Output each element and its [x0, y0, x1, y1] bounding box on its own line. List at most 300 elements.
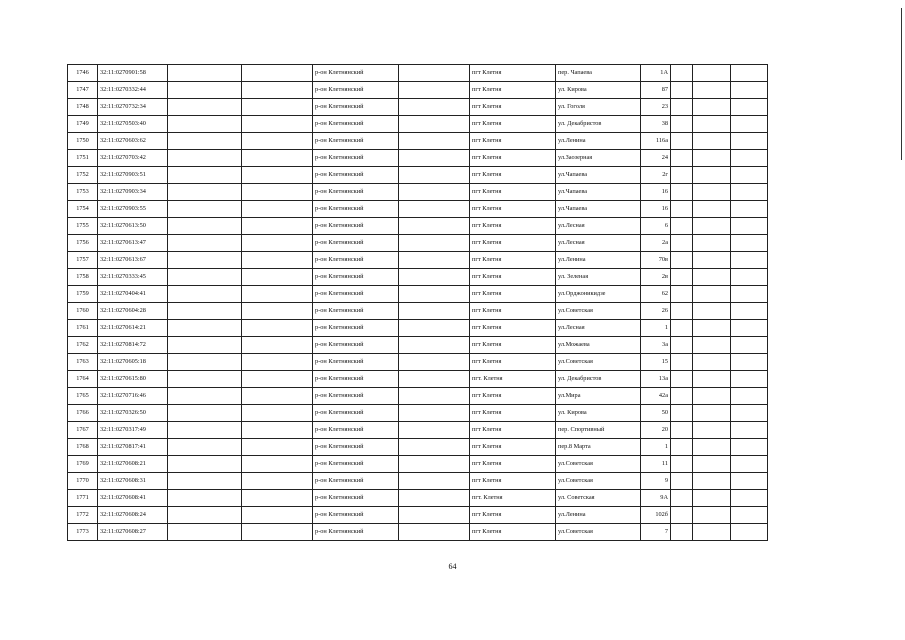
cell-empty	[399, 201, 470, 218]
cell-empty	[671, 490, 693, 507]
cell-empty	[671, 371, 693, 388]
cell-empty	[731, 303, 768, 320]
table-row	[68, 184, 768, 201]
table-row	[68, 473, 768, 490]
cell-empty	[168, 116, 242, 133]
cell-empty	[731, 99, 768, 116]
table-row	[68, 405, 768, 422]
cell-empty	[693, 269, 731, 286]
cell-house-number: 2г	[641, 167, 671, 184]
cell-empty	[242, 99, 313, 116]
cell-empty	[671, 269, 693, 286]
cell-empty	[399, 456, 470, 473]
cell-row-number: 1766	[68, 405, 98, 422]
cell-cadastral-number: 32:11:0270814:72	[98, 337, 168, 354]
cell-cadastral-number: 32:11:0270608:27	[98, 524, 168, 541]
cell-empty	[731, 524, 768, 541]
cell-row-number: 1749	[68, 116, 98, 133]
cell-house-number: 2а	[641, 235, 671, 252]
cell-row-number: 1750	[68, 133, 98, 150]
cell-district: р-он Клетнянский	[313, 405, 399, 422]
cell-empty	[693, 218, 731, 235]
cell-house-number: 116а	[641, 133, 671, 150]
cell-street: ул. Декабристов	[556, 371, 641, 388]
cell-empty	[399, 252, 470, 269]
cell-cadastral-number: 32:11:0270613:50	[98, 218, 168, 235]
cell-settlement: пгт Клетня	[470, 507, 556, 524]
cell-empty	[671, 456, 693, 473]
cell-house-number: 1А	[641, 65, 671, 82]
cell-row-number: 1751	[68, 150, 98, 167]
cell-empty	[731, 456, 768, 473]
cell-empty	[731, 337, 768, 354]
cell-district: р-он Клетнянский	[313, 473, 399, 490]
cell-cadastral-number: 32:11:0270608:21	[98, 456, 168, 473]
cell-street: пер. Спортивный	[556, 422, 641, 439]
cell-district: р-он Клетнянский	[313, 269, 399, 286]
cell-settlement: пгт Клетня	[470, 252, 556, 269]
cell-street: ул. Гоголя	[556, 99, 641, 116]
cell-empty	[242, 422, 313, 439]
cell-row-number: 1770	[68, 473, 98, 490]
page-edge-line	[901, 8, 902, 160]
cell-empty	[242, 507, 313, 524]
table-row	[68, 133, 768, 150]
cell-district: р-он Клетнянский	[313, 439, 399, 456]
cell-empty	[671, 303, 693, 320]
cell-empty	[693, 99, 731, 116]
cell-house-number: 62	[641, 286, 671, 303]
cell-empty	[168, 218, 242, 235]
cell-house-number: 42а	[641, 388, 671, 405]
cell-district: р-он Клетнянский	[313, 371, 399, 388]
cell-house-number: 70в	[641, 252, 671, 269]
cell-cadastral-number: 32:11:0270332:44	[98, 82, 168, 99]
cell-district: р-он Клетнянский	[313, 456, 399, 473]
registry-table-container	[67, 64, 767, 541]
cell-empty	[671, 524, 693, 541]
table-row	[68, 286, 768, 303]
cell-street: ул. Зеленая	[556, 269, 641, 286]
cell-cadastral-number: 32:11:0270614:21	[98, 320, 168, 337]
cell-empty	[242, 201, 313, 218]
cell-row-number: 1773	[68, 524, 98, 541]
cell-street: ул.Советская	[556, 456, 641, 473]
cell-settlement: пгт Клетня	[470, 133, 556, 150]
cell-house-number: 7	[641, 524, 671, 541]
cell-empty	[242, 218, 313, 235]
cell-empty	[671, 116, 693, 133]
cell-street: ул.Ленина	[556, 133, 641, 150]
cell-empty	[242, 337, 313, 354]
cell-street: пер.8 Марта	[556, 439, 641, 456]
cell-settlement: пгт Клетня	[470, 235, 556, 252]
cell-row-number: 1746	[68, 65, 98, 82]
cell-empty	[693, 65, 731, 82]
cell-empty	[731, 490, 768, 507]
table-row	[68, 524, 768, 541]
table-row	[68, 235, 768, 252]
cell-empty	[731, 354, 768, 371]
cell-street: ул. Советская	[556, 490, 641, 507]
page-number: 64	[448, 562, 457, 571]
cell-street: ул.Заозерная	[556, 150, 641, 167]
cell-empty	[168, 490, 242, 507]
cell-empty	[168, 252, 242, 269]
table-row	[68, 354, 768, 371]
cell-empty	[693, 303, 731, 320]
cell-settlement: пгт Клетня	[470, 201, 556, 218]
cell-empty	[399, 65, 470, 82]
cell-empty	[399, 286, 470, 303]
cell-cadastral-number: 32:11:0270608:31	[98, 473, 168, 490]
cell-empty	[731, 371, 768, 388]
cell-house-number: 50	[641, 405, 671, 422]
cell-empty	[168, 99, 242, 116]
cell-settlement: пгт Клетня	[470, 337, 556, 354]
cell-cadastral-number: 32:11:0270317:49	[98, 422, 168, 439]
cell-cadastral-number: 32:11:0270901:58	[98, 65, 168, 82]
cell-empty	[731, 252, 768, 269]
cell-empty	[399, 507, 470, 524]
cell-cadastral-number: 32:11:0270603:62	[98, 133, 168, 150]
cell-empty	[693, 82, 731, 99]
cell-row-number: 1747	[68, 82, 98, 99]
cell-settlement: пгт Клетня	[470, 269, 556, 286]
cell-empty	[731, 439, 768, 456]
cell-empty	[671, 507, 693, 524]
cell-street: пер. Чапаева	[556, 65, 641, 82]
cell-district: р-он Клетнянский	[313, 507, 399, 524]
cell-empty	[731, 507, 768, 524]
cell-house-number: 102б	[641, 507, 671, 524]
cell-cadastral-number: 32:11:0270404:41	[98, 286, 168, 303]
cell-empty	[168, 150, 242, 167]
cell-street: ул.Советская	[556, 524, 641, 541]
cell-empty	[693, 184, 731, 201]
cell-empty	[242, 116, 313, 133]
cell-empty	[731, 133, 768, 150]
cell-district: р-он Клетнянский	[313, 201, 399, 218]
cell-empty	[168, 405, 242, 422]
cell-street: ул. Декабристов	[556, 116, 641, 133]
cell-settlement: пгт Клетня	[470, 439, 556, 456]
cell-house-number: 2в	[641, 269, 671, 286]
cell-empty	[731, 116, 768, 133]
table-row	[68, 490, 768, 507]
cell-row-number: 1758	[68, 269, 98, 286]
cell-empty	[671, 133, 693, 150]
cell-empty	[399, 337, 470, 354]
cell-empty	[399, 303, 470, 320]
cell-empty	[693, 116, 731, 133]
cell-house-number: 16	[641, 184, 671, 201]
cell-empty	[731, 82, 768, 99]
cell-empty	[671, 473, 693, 490]
cell-settlement: пгт Клетня	[470, 116, 556, 133]
cell-empty	[242, 473, 313, 490]
table-row	[68, 439, 768, 456]
cell-empty	[399, 184, 470, 201]
cell-district: р-он Клетнянский	[313, 65, 399, 82]
cell-row-number: 1755	[68, 218, 98, 235]
cell-cadastral-number: 32:11:0270608:41	[98, 490, 168, 507]
cell-district: р-он Клетнянский	[313, 235, 399, 252]
cell-district: р-он Клетнянский	[313, 490, 399, 507]
cell-row-number: 1753	[68, 184, 98, 201]
table-row	[68, 201, 768, 218]
cell-settlement: пгт Клетня	[470, 286, 556, 303]
table-row	[68, 150, 768, 167]
cell-cadastral-number: 32:11:0270608:24	[98, 507, 168, 524]
cell-empty	[399, 490, 470, 507]
cell-row-number: 1756	[68, 235, 98, 252]
cell-house-number: 15	[641, 354, 671, 371]
cell-empty	[242, 269, 313, 286]
cell-settlement: пгт Клетня	[470, 524, 556, 541]
cell-district: р-он Клетнянский	[313, 320, 399, 337]
cell-district: р-он Клетнянский	[313, 286, 399, 303]
cell-cadastral-number: 32:11:0270605:18	[98, 354, 168, 371]
cell-settlement: пгт Клетня	[470, 99, 556, 116]
cell-empty	[399, 371, 470, 388]
cell-empty	[168, 235, 242, 252]
cell-cadastral-number: 32:11:0270903:55	[98, 201, 168, 218]
cell-empty	[242, 405, 313, 422]
cell-empty	[242, 184, 313, 201]
cell-row-number: 1768	[68, 439, 98, 456]
cell-cadastral-number: 32:11:0270326:50	[98, 405, 168, 422]
cell-empty	[693, 473, 731, 490]
cell-empty	[242, 371, 313, 388]
cell-empty	[399, 439, 470, 456]
table-row	[68, 371, 768, 388]
cell-settlement: пгт Клетня	[470, 218, 556, 235]
cell-empty	[399, 524, 470, 541]
cell-empty	[242, 456, 313, 473]
cell-row-number: 1772	[68, 507, 98, 524]
cell-empty	[399, 473, 470, 490]
cell-empty	[242, 320, 313, 337]
table-row	[68, 218, 768, 235]
cell-empty	[242, 82, 313, 99]
cell-empty	[168, 286, 242, 303]
table-body	[68, 65, 768, 541]
cell-empty	[731, 320, 768, 337]
cell-empty	[671, 388, 693, 405]
cell-empty	[671, 99, 693, 116]
cell-empty	[671, 201, 693, 218]
cell-settlement: пгт Клетня	[470, 65, 556, 82]
cell-cadastral-number: 32:11:0270613:47	[98, 235, 168, 252]
cell-district: р-он Клетнянский	[313, 99, 399, 116]
cell-empty	[731, 167, 768, 184]
cell-empty	[399, 235, 470, 252]
cell-empty	[242, 490, 313, 507]
cell-empty	[693, 490, 731, 507]
cell-empty	[168, 201, 242, 218]
cell-street: ул.Советская	[556, 473, 641, 490]
cell-empty	[693, 150, 731, 167]
cell-district: р-он Клетнянский	[313, 422, 399, 439]
cell-street: ул.Советская	[556, 303, 641, 320]
cell-house-number: 13а	[641, 371, 671, 388]
cell-empty	[731, 65, 768, 82]
cell-row-number: 1763	[68, 354, 98, 371]
cell-empty	[671, 82, 693, 99]
cell-house-number: 9А	[641, 490, 671, 507]
cell-empty	[168, 354, 242, 371]
cell-settlement: пгт. Клетня	[470, 371, 556, 388]
table-row	[68, 269, 768, 286]
cell-street: ул.Лесная	[556, 218, 641, 235]
cell-settlement: пгт Клетня	[470, 405, 556, 422]
cell-empty	[693, 456, 731, 473]
cell-empty	[693, 405, 731, 422]
cell-district: р-он Клетнянский	[313, 116, 399, 133]
cell-street: ул.Лесная	[556, 235, 641, 252]
cell-empty	[242, 303, 313, 320]
cell-empty	[671, 439, 693, 456]
cell-row-number: 1764	[68, 371, 98, 388]
cell-empty	[671, 150, 693, 167]
cell-empty	[399, 354, 470, 371]
cell-empty	[731, 150, 768, 167]
cell-empty	[168, 337, 242, 354]
cell-empty	[693, 201, 731, 218]
cell-empty	[693, 286, 731, 303]
cell-empty	[168, 524, 242, 541]
cell-house-number: 16	[641, 201, 671, 218]
cell-empty	[168, 133, 242, 150]
cell-settlement: пгт Клетня	[470, 473, 556, 490]
cell-street: ул.Чапаева	[556, 167, 641, 184]
cell-house-number: 11	[641, 456, 671, 473]
cell-empty	[242, 235, 313, 252]
cell-cadastral-number: 32:11:0270903:51	[98, 167, 168, 184]
table-row	[68, 388, 768, 405]
cell-empty	[731, 388, 768, 405]
cell-empty	[693, 354, 731, 371]
cell-street: ул.Советская	[556, 354, 641, 371]
cell-empty	[693, 439, 731, 456]
cell-row-number: 1761	[68, 320, 98, 337]
cell-settlement: пгт Клетня	[470, 422, 556, 439]
cell-street: ул.Мира	[556, 388, 641, 405]
cell-settlement: пгт Клетня	[470, 354, 556, 371]
cell-settlement: пгт Клетня	[470, 303, 556, 320]
cell-empty	[693, 252, 731, 269]
cell-district: р-он Клетнянский	[313, 133, 399, 150]
cell-empty	[671, 354, 693, 371]
cell-row-number: 1771	[68, 490, 98, 507]
cell-empty	[168, 303, 242, 320]
cell-empty	[168, 167, 242, 184]
cell-empty	[168, 473, 242, 490]
cell-settlement: пгт Клетня	[470, 388, 556, 405]
table-row	[68, 116, 768, 133]
cell-empty	[168, 422, 242, 439]
table-row	[68, 303, 768, 320]
cell-row-number: 1760	[68, 303, 98, 320]
cell-house-number: 20	[641, 422, 671, 439]
table-row	[68, 65, 768, 82]
cell-house-number: 87	[641, 82, 671, 99]
cell-empty	[399, 150, 470, 167]
cell-empty	[731, 286, 768, 303]
table-row	[68, 99, 768, 116]
cell-empty	[671, 235, 693, 252]
cell-cadastral-number: 32:11:0270817:41	[98, 439, 168, 456]
cell-cadastral-number: 32:11:0270703:42	[98, 150, 168, 167]
cell-empty	[168, 456, 242, 473]
cell-settlement: пгт Клетня	[470, 456, 556, 473]
cell-empty	[168, 439, 242, 456]
cell-empty	[242, 524, 313, 541]
cell-district: р-он Клетнянский	[313, 167, 399, 184]
cell-empty	[731, 422, 768, 439]
cell-empty	[168, 320, 242, 337]
cell-empty	[671, 184, 693, 201]
cell-empty	[242, 65, 313, 82]
cell-empty	[399, 388, 470, 405]
cell-empty	[242, 150, 313, 167]
cell-empty	[399, 99, 470, 116]
cell-empty	[671, 167, 693, 184]
cell-empty	[242, 133, 313, 150]
cell-house-number: 24	[641, 150, 671, 167]
cell-empty	[671, 337, 693, 354]
cell-empty	[168, 507, 242, 524]
cell-row-number: 1757	[68, 252, 98, 269]
cell-empty	[242, 167, 313, 184]
cell-empty	[399, 269, 470, 286]
cell-cadastral-number: 32:11:0270333:45	[98, 269, 168, 286]
cell-empty	[399, 116, 470, 133]
cell-district: р-он Клетнянский	[313, 524, 399, 541]
cell-settlement: пгт Клетня	[470, 320, 556, 337]
cell-house-number: 9	[641, 473, 671, 490]
cell-empty	[693, 507, 731, 524]
cell-empty	[671, 286, 693, 303]
cell-cadastral-number: 32:11:0270903:34	[98, 184, 168, 201]
cell-cadastral-number: 32:11:0270604:28	[98, 303, 168, 320]
cell-empty	[399, 320, 470, 337]
cell-district: р-он Клетнянский	[313, 337, 399, 354]
cell-house-number: 1	[641, 439, 671, 456]
cell-street: ул.Можаева	[556, 337, 641, 354]
cell-house-number: 1	[641, 320, 671, 337]
cell-house-number: 6	[641, 218, 671, 235]
cell-empty	[693, 371, 731, 388]
cell-cadastral-number: 32:11:0270503:40	[98, 116, 168, 133]
cell-cadastral-number: 32:11:0270615:80	[98, 371, 168, 388]
cell-empty	[731, 235, 768, 252]
cell-house-number: 38	[641, 116, 671, 133]
cell-street: ул.Чапаева	[556, 201, 641, 218]
cell-empty	[693, 320, 731, 337]
cell-empty	[731, 405, 768, 422]
cell-district: р-он Клетнянский	[313, 388, 399, 405]
cell-house-number: 23	[641, 99, 671, 116]
cell-row-number: 1765	[68, 388, 98, 405]
cell-empty	[168, 65, 242, 82]
table-row	[68, 167, 768, 184]
cell-empty	[693, 388, 731, 405]
cell-cadastral-number: 32:11:0270613:67	[98, 252, 168, 269]
cell-district: р-он Клетнянский	[313, 150, 399, 167]
cell-street: ул. Кирова	[556, 405, 641, 422]
